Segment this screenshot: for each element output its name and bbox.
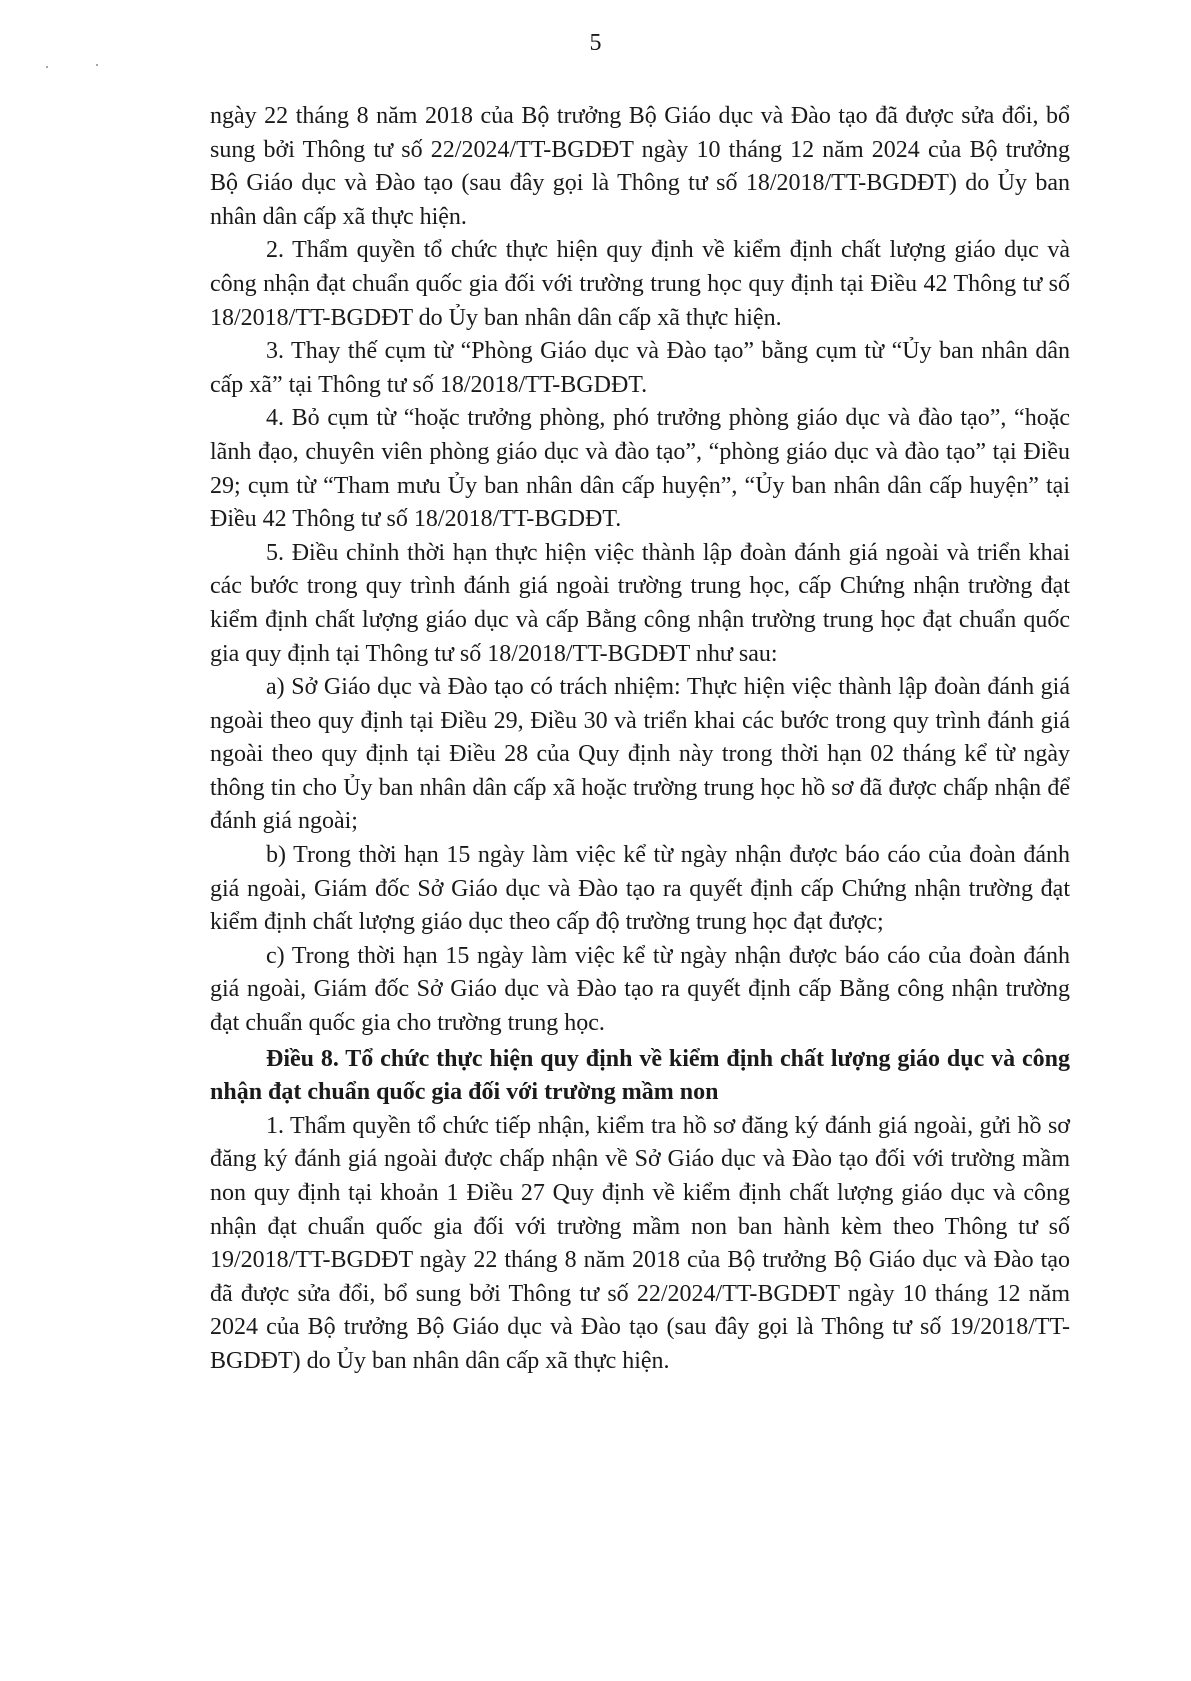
scan-speck xyxy=(46,66,48,68)
article-8-heading: Điều 8. Tổ chức thực hiện quy định về kiểm định chất lượng giáo dục và công nhận đạt chuẩn quốc gia đối với trường mầm non xyxy=(210,1045,1070,1106)
paragraph-item-3: 3. Thay thế cụm từ “Phòng Giáo dục và Đào tạo” bằng cụm từ “Ủy ban nhân dân cấp xã” tại Thông tư số 18/2018/TT-BGDĐT. xyxy=(210,338,1070,398)
paragraph-item-4: 4. Bỏ cụm từ “hoặc trưởng phòng, phó trưởng phòng giáo dục và đào tạo”, “hoặc lãnh đạo, chuyên viên phòng giáo dục và đào tạo”, “phòng giáo dục và đào tạo” tại Điều 29; cụm từ “Tham mưu Ủy ban nhân dân cấp huyện”, “Ủy ban nhân dân cấp huyện” tại Điều 42 Thông tư số 18/2018/TT-BGDĐT. xyxy=(210,405,1070,533)
paragraph-item-5b: b) Trong thời hạn 15 ngày làm việc kể từ ngày nhận được báo cáo của đoàn đánh giá ngoài, Giám đốc Sở Giáo dục và Đào tạo ra quyết định cấp Chứng nhận trường đạt kiểm định chất lượng giáo dục theo cấp độ trường trung học đạt được; xyxy=(210,842,1070,936)
scan-speck xyxy=(96,64,98,66)
paragraph-item-5c: c) Trong thời hạn 15 ngày làm việc kể từ ngày nhận được báo cáo của đoàn đánh giá ngoài, Giám đốc Sở Giáo dục và Đào tạo ra quyết định cấp Bằng công nhận trường đạt chuẩn quốc gia cho trường trung học. xyxy=(210,942,1070,1037)
paragraph-item-5a: a) Sở Giáo dục và Đào tạo có trách nhiệm: Thực hiện việc thành lập đoàn đánh giá ngoài theo quy định tại Điều 29, Điều 30 và triển khai các bước trong quy trình đánh giá ngoài theo quy định tại Điều 28 của Quy định này trong thời hạn 02 tháng kể từ ngày thông tin cho Ủy ban nhân dân cấp xã hoặc trường trung học hồ sơ đã được chấp nhận để đánh giá ngoài; xyxy=(210,674,1070,835)
paragraph-item-2: 2. Thẩm quyền tổ chức thực hiện quy định về kiểm định chất lượng giáo dục và công nhận đạt chuẩn quốc gia đối với trường trung học quy định tại Điều 42 Thông tư số 18/2018/TT-BGDĐT do Ủy ban nhân dân cấp xã thực hiện. xyxy=(210,237,1070,331)
document-body xyxy=(210,100,1070,1379)
page-number: 5 xyxy=(589,30,602,56)
paragraph-item-5: 5. Điều chỉnh thời hạn thực hiện việc thành lập đoàn đánh giá ngoài và triển khai các bước trong quy trình đánh giá ngoài trường trung học, cấp Chứng nhận trường đạt kiểm định chất lượng giáo dục và cấp Bằng công nhận trường trung học đạt chuẩn quốc gia quy định tại Thông tư số 18/2018/TT-BGDĐT như sau: xyxy=(210,539,1070,667)
paragraph-continuation: ngày 22 tháng 8 năm 2018 của Bộ trưởng Bộ Giáo dục và Đào tạo đã được sửa đổi, bổ sung bởi Thông tư số 22/2024/TT-BGDĐT ngày 10 tháng 12 năm 2024 của Bộ trưởng Bộ Giáo dục và Đào tạo (sau đây gọi là Thông tư số 18/2018/TT-BGDĐT) do Ủy ban nhân dân cấp xã thực hiện. xyxy=(210,103,1070,230)
article-8-paragraph-1: 1. Thẩm quyền tổ chức tiếp nhận, kiểm tra hồ sơ đăng ký đánh giá ngoài, gửi hồ sơ đăng ký đánh giá ngoài được chấp nhận về Sở Giáo dục và Đào tạo đối với trường mầm non quy định tại khoản 1 Điều 27 Quy định về kiểm định chất lượng giáo dục và công nhận đạt chuẩn quốc gia đối với trường mầm non ban hành kèm theo Thông tư số 19/2018/TT-BGDĐT ngày 22 tháng 8 năm 2018 của Bộ trưởng Bộ Giáo dục và Đào tạo đã được sửa đổi, bổ sung bởi Thông tư số 22/2024/TT-BGDĐT ngày 10 tháng 12 năm 2024 của Bộ trưởng Bộ Giáo dục và Đào tạo (sau đây gọi là Thông tư số 19/2018/TT-BGDĐT) do Ủy ban nhân dân cấp xã thực hiện. xyxy=(210,1112,1070,1374)
